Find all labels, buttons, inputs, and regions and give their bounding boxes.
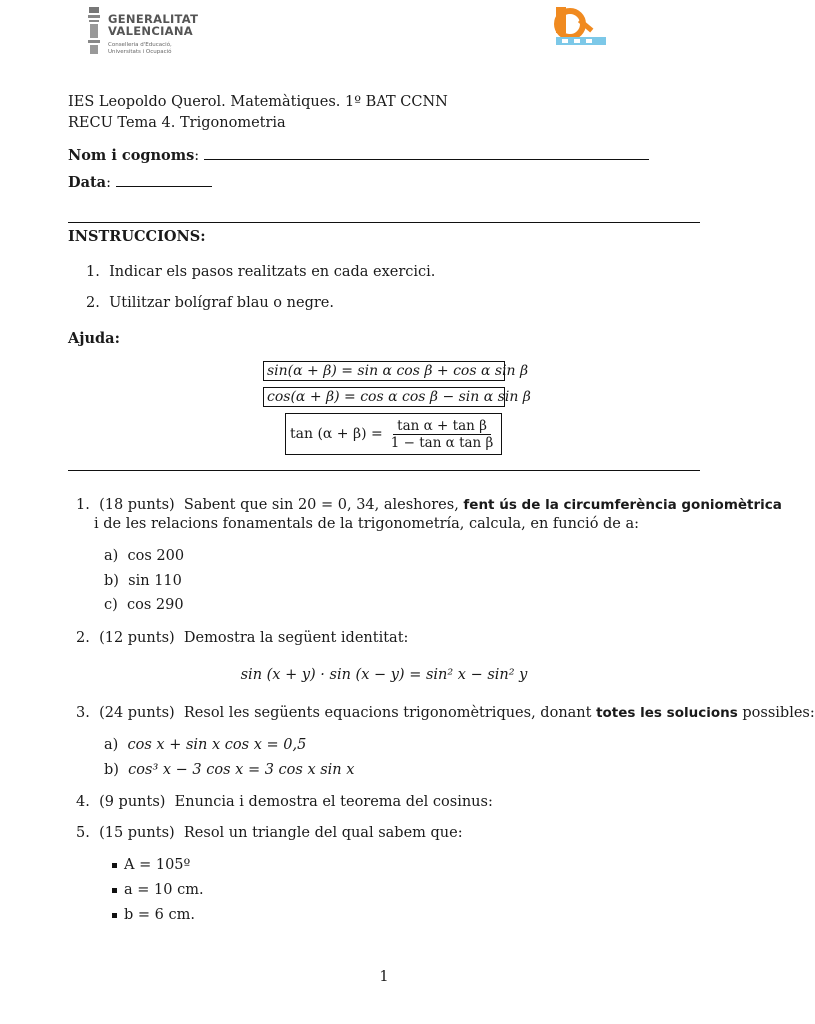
exercise-number: 5. [76,825,90,841]
subitem-expr: cos³ x − 3 cos x = 3 cos x sin x [128,762,355,778]
tan-denominator: 1 − tan α tan β [390,434,494,451]
subitem-label: a) [104,548,119,564]
date-field-row: Data: [68,174,212,191]
bullet-item [112,907,195,923]
formula-cos-sum: cos(α + β) = cos α cos β − sin α sin β [263,387,505,407]
iq-logo [554,5,608,47]
name-label: Nom i cognoms [68,147,195,164]
bullet-icon [112,888,117,893]
bullet-text: b = 6 cm. [124,907,195,923]
exercise-number: 1. [76,497,90,513]
exercise-number: 3. [76,705,90,721]
subitem-label: c) [104,597,118,613]
tan-numerator: tan α + tan β [393,418,491,435]
tan-fraction [387,418,498,451]
exercise-emphasis: fent ús de la circumferència goniomètrica [463,497,782,513]
subitem-expr: cos 200 [127,548,185,564]
subitem [104,548,184,564]
generalitat-logo [86,6,199,60]
instruction-item: 2. Utilitzar bolígraf blau o negre. [86,295,334,311]
exercise-text: Demostra la següent identitat: [183,630,409,646]
divider-bottom [68,470,700,471]
name-field-row: Nom i cognoms: [68,147,649,164]
divider-top [68,222,700,223]
formula-sin-sum: sin(α + β) = sin α cos β + cos α sin β [263,361,505,381]
generalitat-name [108,13,198,37]
bullet-item [112,857,190,873]
subitem-expr: cos x + sin x cos x = 0,5 [127,737,307,753]
exercise-text: Resol les següents equacions trigonomètriques, donant [183,705,592,721]
help-title: Ajuda: [68,330,120,347]
instruction-item: 1. Indicar els pasos realitzats en cada exercici. [86,264,436,280]
gv-name-line2: VALENCIANA [108,24,193,38]
identity-formula [0,667,768,683]
subitem-label: b) [104,762,119,778]
exam-header [68,92,448,134]
bullet-icon [112,913,117,918]
bullet-icon [112,863,117,868]
subitem [104,737,306,753]
name-line[interactable] [204,147,649,160]
date-label: Data [68,174,107,191]
exercise-text: Resol un triangle del qual sabem que: [183,825,463,841]
exercise-points: (12 punts) [99,630,175,646]
subitem [104,573,182,589]
exam-title: RECU Tema 4. Trigonometria [68,115,286,131]
subitem [104,597,184,613]
exercise-emphasis: totes les solucions [596,705,738,721]
exercise-text-end: possibles: [742,705,815,721]
instruction-text: Utilitzar bolígraf blau o negre. [109,295,334,311]
exercise-1-continued: i de les relacions fonamentals de la trigonometría, calcula, en funció de a: [94,516,640,532]
subitem-expr: sin 110 [128,573,182,589]
exercise-points: (15 punts) [99,825,175,841]
gv-sub-line1: Conselleria d'Educació, [108,42,172,48]
exercise-text: Sabent que sin 20 = 0, 34, aleshores, [183,497,459,513]
bullet-item [112,882,204,898]
exercise-2 [76,630,408,646]
date-line[interactable] [116,174,212,187]
gv-sub-line2: Universitats i Ocupació [108,49,172,55]
exercise-number: 4. [76,794,90,810]
page-number: 1 [379,969,389,985]
subitem-expr: cos 290 [127,597,184,613]
generalitat-seal-icon [86,6,102,56]
exercise-4 [76,794,493,810]
subitem-label: a) [104,737,119,753]
formula-tan-sum [285,413,502,455]
gv-name-line1: GENERALITAT [108,12,199,26]
exercise-points: (24 punts) [99,705,175,721]
iq-logo-icon [554,5,608,47]
exercise-5 [76,825,463,841]
subitem-label: b) [104,573,119,589]
exercise-number: 2. [76,630,90,646]
school-line: IES Leopoldo Querol. Matemàtiques. 1º BAT CCNN [68,94,448,110]
identity-text: sin (x + y) · sin (x − y) = sin² x − sin² y [240,667,528,683]
exercise-3 [76,705,815,721]
bullet-text: A = 105º [124,857,191,873]
subitem [104,762,354,778]
instructions-title: INSTRUCCIONS: [68,228,206,245]
exercise-1 [76,497,782,513]
bullet-text: a = 10 cm. [124,882,204,898]
instruction-text: Indicar els pasos realitzats en cada exercici. [109,264,436,280]
exercise-points: (18 punts) [99,497,175,513]
generalitat-subtitle [108,42,172,56]
exercise-text: Enuncia i demostra el teorema del cosinus: [174,794,493,810]
exercise-points: (9 punts) [99,794,166,810]
tan-lhs: tan (α + β) = [290,426,383,442]
